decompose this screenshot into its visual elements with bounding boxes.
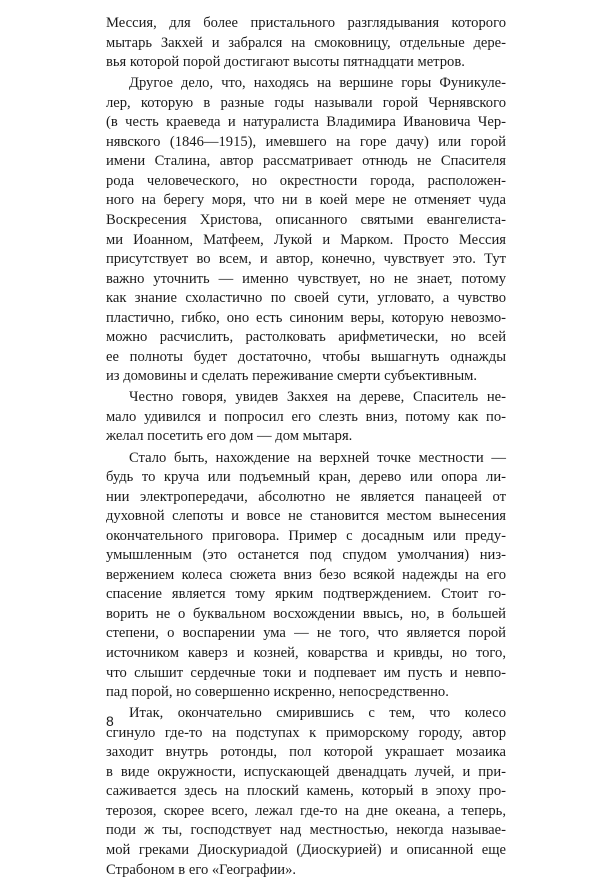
text-line: сгинуло где-то на подступах к приморскому городу, автор [106, 724, 506, 741]
text-line: Итак, окончательно смирившись с тем, что колесо [129, 705, 506, 722]
text-line: мало удивился и попросил его слезть вниз, потому как по- [106, 408, 506, 425]
text-line: желал посетить его дом — дом мытаря. [106, 428, 353, 445]
text-line: ворить не о буквальном восхождении ввысь, но, в большей [106, 605, 506, 622]
text-line: из домовины и сделать переживание смерти субъективным. [106, 368, 478, 385]
text-line: вья которой порой достигают высоты пятнадцати метров. [106, 54, 465, 71]
paragraph [106, 388, 506, 447]
text-line: имени Сталина, автор рассматривает отнюдь не Спасителя [106, 153, 506, 170]
text-line: будь то круча или подъемный кран, дерево или опора ли- [106, 469, 506, 486]
paragraph [106, 704, 506, 880]
text-line: духовной слепоты и вовсе не становится местом вынесения [106, 508, 506, 525]
text-line: окончательного приговора. Пример с досадным или преду- [106, 527, 506, 544]
text-line: источником каверз и козней, коварства и кривды, но того, [106, 645, 506, 661]
text-line: ее полноты будет достаточно, чтобы вышагнуть однажды [106, 348, 506, 365]
text-line: ми Иоанном, Матфеем, Лукой и Марком. Просто Мессия [106, 231, 506, 248]
text-line: мытарь Закхей и забрался на смоковницу, отдельные дере- [106, 34, 506, 51]
text-line: пад порой, но совершенно искренно, непосредственно. [106, 684, 449, 701]
text-line: поди ж ты, господствует над местностью, некогда называе- [106, 822, 506, 839]
text-line: важно уточнить — именно чувствует, но не знает, потому [106, 270, 506, 287]
text-line: степени, о воспарении ума — не того, что является порой [106, 625, 506, 642]
text-line: лер, которую в разные годы называли горой Чернявского [106, 94, 506, 111]
text-line: заходит внутрь ротонды, пол которой украшает мозаика [106, 744, 506, 761]
text-line: терозоя, скорее всего, лежал где-то на дне океана, а теперь, [106, 802, 506, 819]
text-line: как знание схоластично по своей сути, угловато, а чувство [106, 290, 506, 307]
text-line: Мессия, для более пристального разглядывания которого [106, 15, 506, 31]
text-line: рода человеческого, но окрестности города, расположен- [106, 172, 506, 189]
page-number: 8 [106, 713, 114, 729]
text-line: Другое дело, что, находясь на вершине горы Фуникуле- [129, 75, 506, 92]
text-line: присутствует во всем, и автор, конечно, чувствует это. Тут [106, 251, 506, 268]
text-line: нявского (1846—1915), имевшего на горе дачу) или горой [106, 133, 506, 150]
text-line: (в честь краеведа и натуралиста Владимира Ивановича Чер- [106, 114, 506, 131]
text-line: умышленным (это останется под спудом умолчания) низ- [106, 547, 506, 564]
text-line: Честно говоря, увидев Закхея на дереве, Спаситель не- [129, 389, 506, 406]
text-line: мой греками Диоскуриадой (Диоскурией) и описанной еще [106, 841, 506, 858]
paragraph [106, 14, 506, 73]
text-line: Воскресения Христова, описанного святыми евангелиста- [106, 211, 506, 228]
text-line: Страбоном в его «Географии». [106, 861, 297, 878]
text-line: нии электропередачи, абсолютно не является панацеей от [106, 488, 506, 505]
text-line: саживается здесь на плоский камень, который в эпоху про- [106, 783, 506, 800]
text-line: спасение является тому ярким подтверждением. Стоит го- [106, 586, 506, 603]
text-line: вержением колеса сюжета вниз безо всякой надежды на его [106, 566, 506, 583]
text-line: пластично, гибко, оно есть синоним веры, которую невозмо- [106, 309, 506, 326]
text-line: что слышит сердечные токи и подпевает им пусть и невпо- [106, 664, 506, 681]
text-line: ного на берегу моря, что ни в коей мере не отменяет чуда [106, 192, 506, 209]
paragraph [106, 74, 506, 387]
page-body [106, 14, 506, 882]
text-line: в виде окружности, испускающей двенадцать лучей, и при- [106, 763, 506, 780]
text-line: можно расчислить, растолковать арифметически, но всей [106, 329, 506, 346]
text-line: Стало быть, нахождение на верхней точке местности — [129, 449, 506, 466]
paragraph [106, 449, 506, 703]
